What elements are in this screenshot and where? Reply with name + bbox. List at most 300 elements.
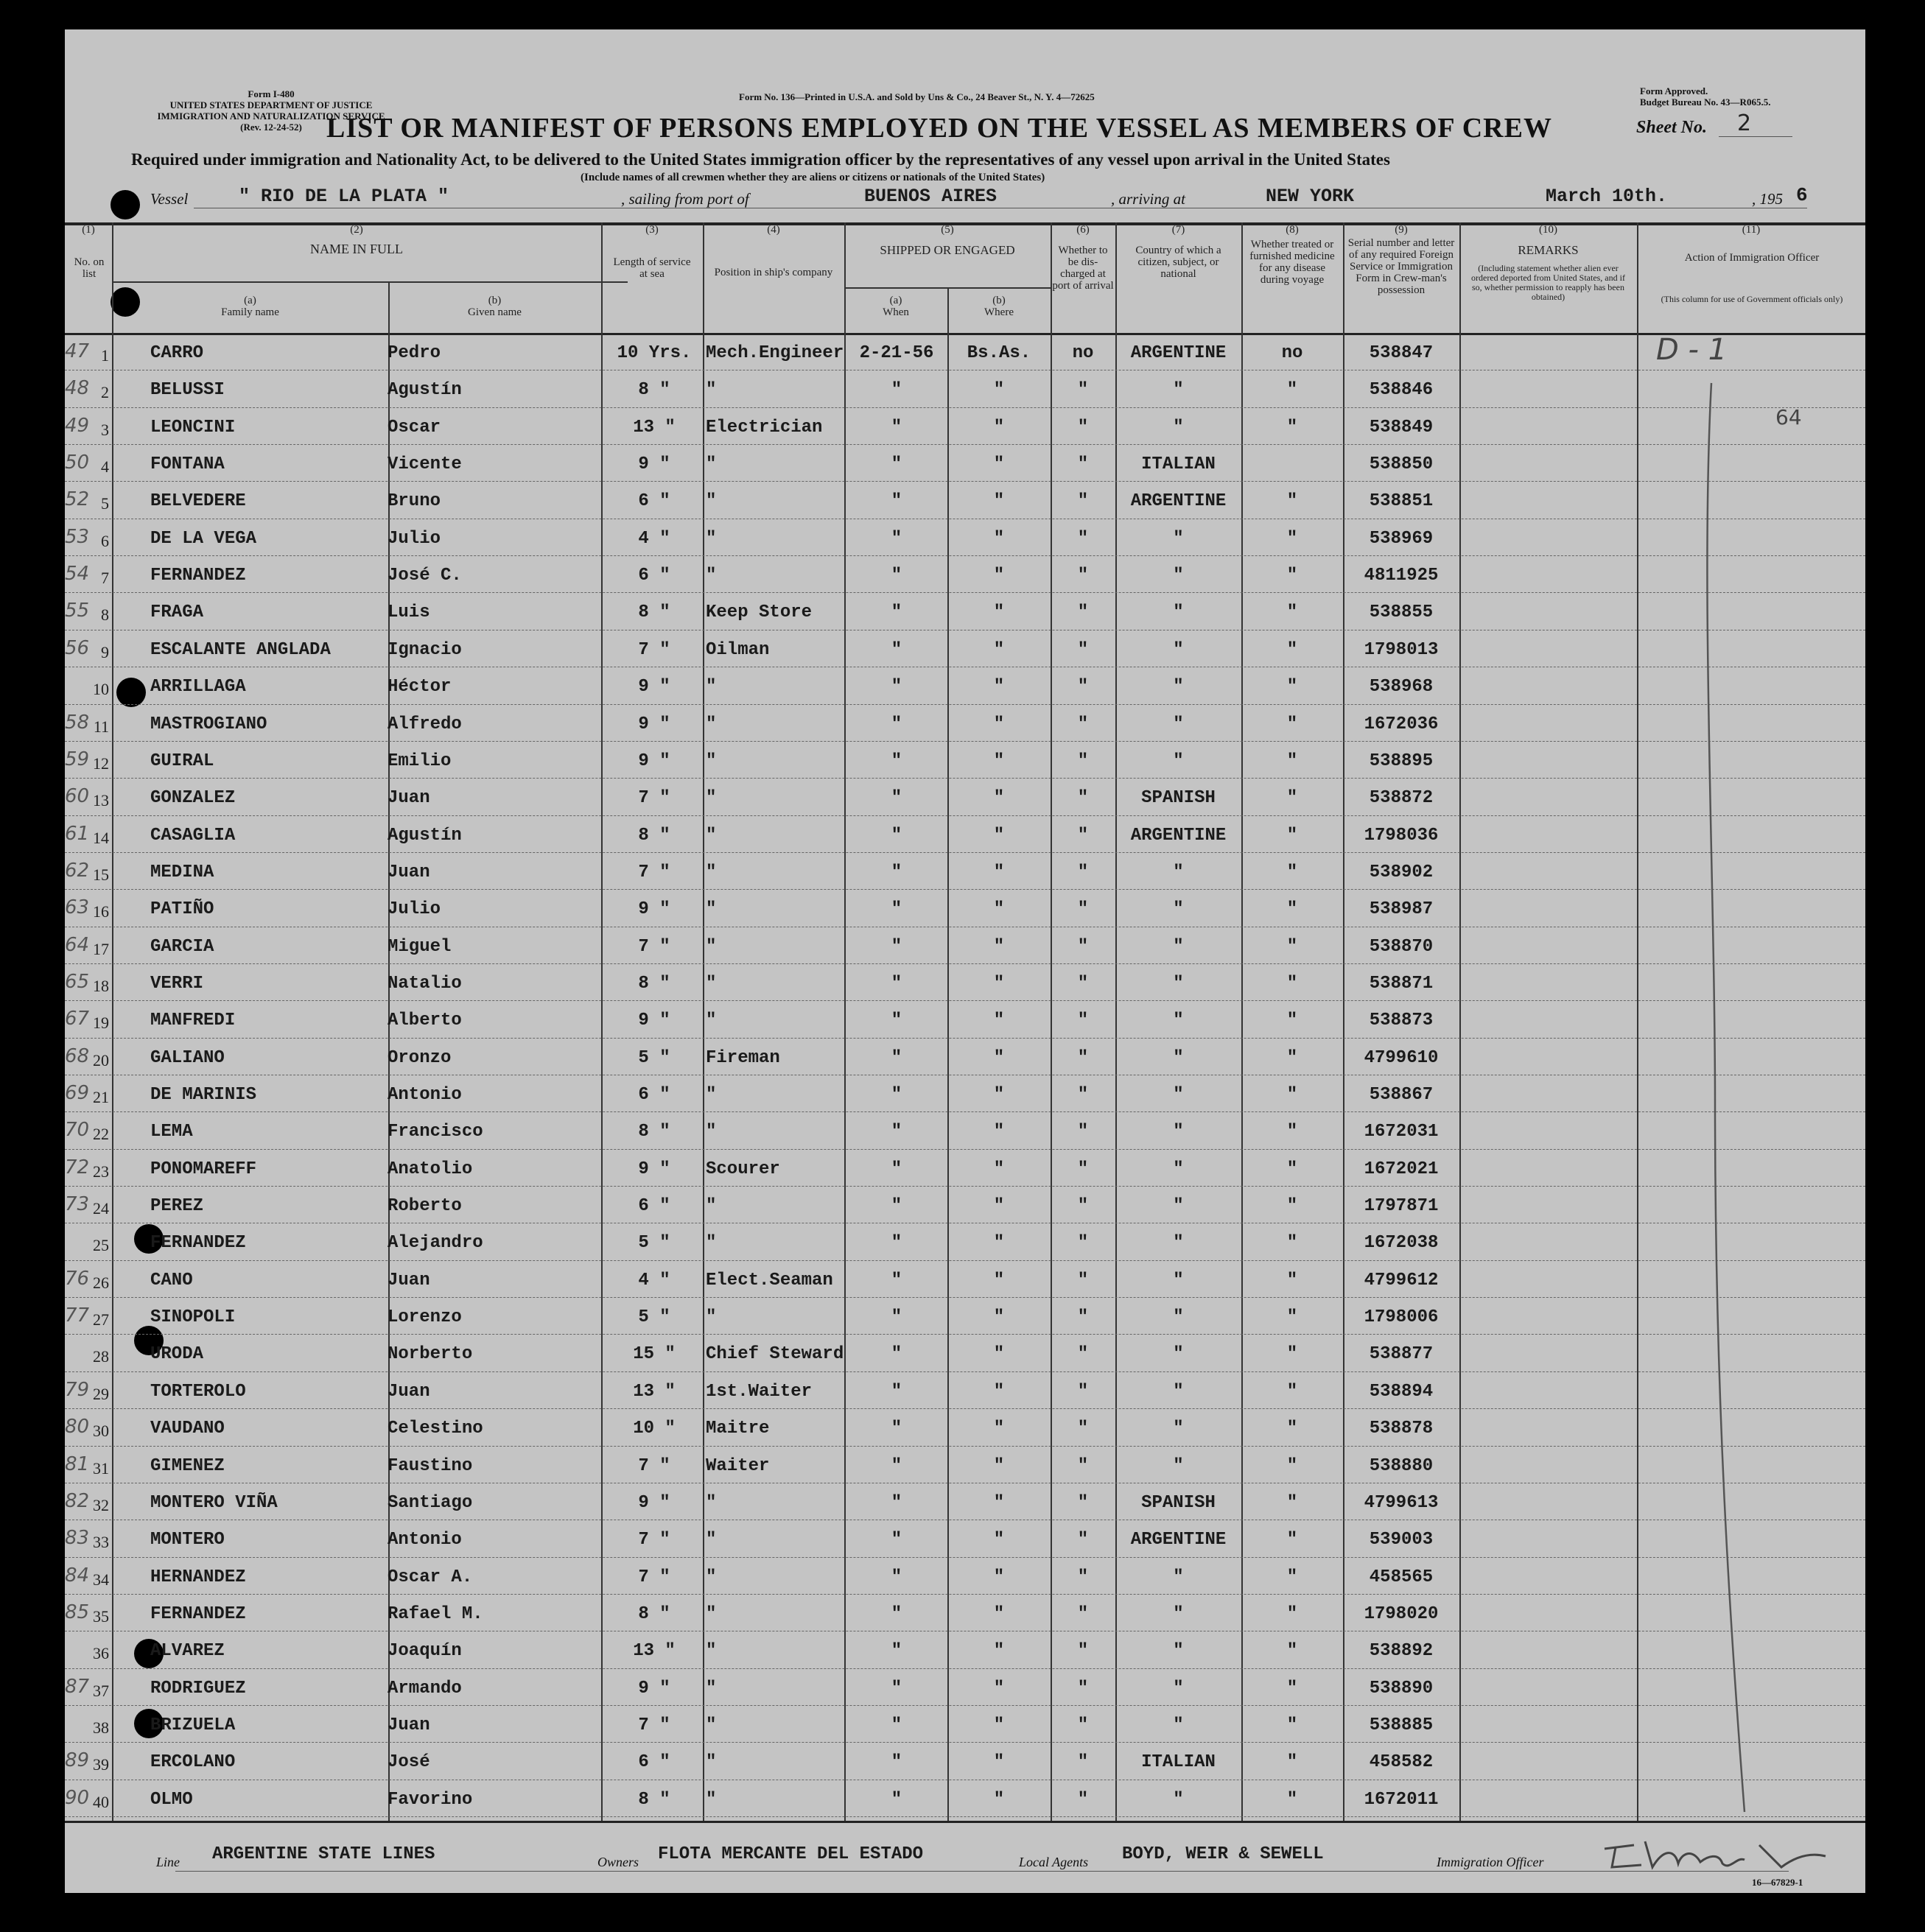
manifest-page [65, 29, 1865, 1893]
row-rule [65, 741, 1865, 742]
row-number: 1 [101, 346, 109, 365]
service-length: 9 " [638, 751, 670, 771]
service-length: 6 " [638, 566, 670, 586]
row-number: 35 [93, 1606, 109, 1626]
service-length: 15 " [633, 1344, 676, 1365]
serial-number: 1798036 [1364, 825, 1439, 846]
arrival-port: NEW YORK [1266, 186, 1355, 207]
vessel-name: " RIO DE LA PLATA " [239, 186, 449, 207]
col3-header: Length of service at sea [613, 256, 691, 280]
service-length: 13 " [633, 417, 676, 438]
handwritten-line-number: 72 [65, 1156, 90, 1178]
shipped-when: " [891, 1492, 902, 1513]
owners-name: FLOTA MERCANTE DEL ESTADO [658, 1844, 924, 1864]
service-length: 7 " [638, 1530, 670, 1550]
service-length: 7 " [638, 936, 670, 957]
discharged: " [1077, 1641, 1089, 1662]
serial-number: 538987 [1369, 899, 1434, 920]
row-number: 33 [93, 1533, 109, 1552]
medicine: " [1286, 1678, 1298, 1699]
row-number: 2 [101, 383, 109, 402]
handwritten-line-number: 47 [65, 340, 90, 362]
country: " [1173, 862, 1184, 882]
row-rule [65, 778, 1865, 779]
family-name: LEMA [150, 1122, 193, 1142]
country: " [1173, 1122, 1184, 1142]
service-length: 5 " [638, 1047, 670, 1068]
position: " [706, 566, 717, 586]
given-name: Héctor [388, 677, 452, 698]
country: " [1173, 1381, 1184, 1402]
footer-underline [175, 1871, 1789, 1872]
handwritten-line-number: 68 [65, 1044, 90, 1067]
handwritten-line-number: 85 [65, 1601, 90, 1623]
serial-number: 1672036 [1364, 714, 1439, 734]
medicine: " [1286, 1641, 1298, 1662]
handwritten-line-number: 48 [65, 377, 90, 400]
family-name: CARRO [150, 343, 204, 363]
given-name: Natalio [388, 973, 462, 994]
handwritten-line-number: 61 [65, 822, 90, 845]
handwritten-line-number: 83 [65, 1527, 90, 1550]
col11-number: (11) [1742, 224, 1761, 236]
medicine: " [1286, 973, 1298, 994]
handwritten-line-number: 70 [65, 1119, 90, 1142]
col6-header: Whether to be dis-charged at port of arrival [1052, 245, 1114, 292]
service-length: 9 " [638, 677, 670, 698]
shipped-when: " [891, 751, 902, 771]
discharged: " [1077, 1307, 1089, 1328]
col8-number: (8) [1286, 224, 1299, 236]
row-number: 9 [101, 642, 109, 661]
medicine: " [1286, 1270, 1298, 1290]
discharged: " [1077, 1122, 1089, 1142]
serial-number: 458582 [1369, 1752, 1434, 1773]
handwritten-line-number: 65 [65, 970, 90, 993]
position: 1st.Waiter [706, 1381, 813, 1402]
serial-number: 1672031 [1364, 1122, 1439, 1142]
discharged: " [1077, 677, 1089, 698]
service-length: 7 " [638, 1715, 670, 1735]
row-rule [65, 444, 1865, 445]
position: " [706, 899, 717, 920]
serial-number: 538895 [1369, 751, 1434, 771]
service-length: 6 " [638, 1085, 670, 1105]
discharged: " [1077, 788, 1089, 809]
discharged: " [1077, 1196, 1089, 1217]
given-name: Francisco [388, 1122, 483, 1142]
service: IMMIGRATION AND NATURALIZATION SERVICE [157, 110, 385, 122]
row-rule [65, 963, 1865, 964]
handwritten-line-number: 52 [65, 488, 90, 511]
country: " [1173, 973, 1184, 994]
discharged: " [1077, 1492, 1089, 1513]
shipped-when: " [891, 380, 902, 401]
side-number: 64 [1775, 405, 1802, 429]
row-number: 17 [93, 939, 109, 958]
serial-number: 4799610 [1364, 1047, 1439, 1068]
medicine: " [1286, 1159, 1298, 1179]
medicine: " [1286, 1196, 1298, 1217]
discharged: " [1077, 825, 1089, 846]
country: " [1173, 1047, 1184, 1068]
shipped-when: " [891, 1344, 902, 1365]
row-rule [65, 704, 1865, 705]
position: Mech.Engineer [706, 343, 844, 363]
row-rule [65, 889, 1865, 890]
row-number: 8 [101, 605, 109, 625]
family-name: BELUSSI [150, 380, 225, 401]
service-length: 5 " [638, 1307, 670, 1328]
given-name: Ignacio [388, 639, 462, 660]
shipped-when: " [891, 1641, 902, 1662]
col5-number: (5) [941, 224, 954, 236]
shipped-when: " [891, 1011, 902, 1031]
col4-number: (4) [767, 224, 780, 236]
country: " [1173, 1419, 1184, 1439]
service-length: 9 " [638, 1678, 670, 1699]
country: " [1173, 1603, 1184, 1624]
discharged: " [1077, 1789, 1089, 1810]
col2b-header: (b) Given name [468, 295, 522, 318]
shipped-when: " [891, 528, 902, 549]
row-rule [65, 1742, 1865, 1743]
position: Fireman [706, 1047, 780, 1068]
discharged: no [1072, 343, 1094, 363]
handwritten-line-number: 87 [65, 1675, 90, 1698]
family-name: FERNANDEZ [150, 566, 246, 586]
given-name: Emilio [388, 751, 452, 771]
row-number: 11 [93, 717, 109, 736]
col1-header: No. on list [74, 256, 105, 280]
shipped-when: " [891, 639, 902, 660]
given-name: Antonio [388, 1530, 462, 1550]
position: " [706, 788, 717, 809]
shipped-where: " [993, 1603, 1005, 1624]
row-number: 32 [93, 1495, 109, 1514]
serial-number: 1798020 [1364, 1603, 1439, 1624]
shipped-where: " [993, 528, 1005, 549]
discharged: " [1077, 1381, 1089, 1402]
position: " [706, 1641, 717, 1662]
shipped-where: " [993, 454, 1005, 475]
medicine: " [1286, 1419, 1298, 1439]
row-number: 29 [93, 1384, 109, 1403]
country: ITALIAN [1141, 1752, 1216, 1773]
service-length: 4 " [638, 1270, 670, 1290]
col10-note: (Including statement whether alien ever ordered deported from United States, and if so, whether permission to reapply has been obtained) [1471, 263, 1625, 302]
shipped-when: " [891, 862, 902, 882]
row-number: 14 [93, 828, 109, 847]
position: " [706, 1085, 717, 1105]
col11-header: Action of Immigration Officer [1684, 252, 1820, 264]
country: " [1173, 751, 1184, 771]
shipped-when: " [891, 1567, 902, 1587]
family-name: CASAGLIA [150, 825, 236, 846]
handwritten-line-number: 89 [65, 1749, 90, 1772]
row-number: 3 [101, 420, 109, 439]
row-number: 18 [93, 976, 109, 995]
shipped-where: " [993, 566, 1005, 586]
serial-number: 538890 [1369, 1678, 1434, 1699]
family-name: GIMENEZ [150, 1455, 225, 1476]
medicine: " [1286, 899, 1298, 920]
service-length: 7 " [638, 862, 670, 882]
serial-number: 458565 [1369, 1567, 1434, 1587]
discharged: " [1077, 1530, 1089, 1550]
family-name: RODRIGUEZ [150, 1678, 246, 1699]
family-name: ARRILLAGA [150, 677, 246, 698]
family-name: GUIRAL [150, 751, 214, 771]
medicine: " [1286, 1752, 1298, 1773]
shipped-where: " [993, 1715, 1005, 1735]
sheet-number: 2 [1737, 110, 1752, 136]
shipped-where: " [993, 677, 1005, 698]
row-number: 12 [93, 754, 109, 773]
row-number: 26 [93, 1273, 109, 1292]
given-name: José C. [388, 566, 462, 586]
subtitle: Required under immigration and Nationality Act, to be delivered to the United States immigration officer by the representatives of any vessel upon arrival in the United States [131, 150, 1390, 169]
col9-header: Serial number and letter of any required Foreign Service or Immigration Form in Crew-man's possession [1347, 237, 1455, 296]
shipped-where: " [993, 862, 1005, 882]
agents-label: Local Agents [1019, 1855, 1089, 1869]
position: " [706, 862, 717, 882]
serial-number: 1798013 [1364, 639, 1439, 660]
medicine: " [1286, 528, 1298, 549]
agents-name: BOYD, WEIR & SEWELL [1122, 1844, 1324, 1864]
service-length: 7 " [638, 1455, 670, 1476]
row-rule [65, 1000, 1865, 1001]
row-rule [65, 1705, 1865, 1706]
family-name: VERRI [150, 973, 204, 994]
medicine: " [1286, 380, 1298, 401]
shipped-where: " [993, 936, 1005, 957]
given-name: Alberto [388, 1011, 462, 1031]
handwritten-line-number: 50 [65, 452, 90, 474]
name-subrule [112, 281, 628, 283]
position: Electrician [706, 417, 823, 438]
discharged: " [1077, 973, 1089, 994]
serial-number: 538902 [1369, 862, 1434, 882]
shipped-when: " [891, 899, 902, 920]
service-length: 6 " [638, 1196, 670, 1217]
medicine: " [1286, 1492, 1298, 1513]
col3-number: (3) [645, 224, 659, 236]
shipped-where: " [993, 973, 1005, 994]
col4-header: Position in ship's company [714, 267, 833, 278]
shipped-when: " [891, 1159, 902, 1179]
row-number: 37 [93, 1681, 109, 1700]
family-name: BRIZUELA [150, 1715, 236, 1735]
country: " [1173, 1233, 1184, 1254]
handwritten-line-number: 90 [65, 1786, 90, 1809]
country: SPANISH [1141, 788, 1216, 809]
position: Waiter [706, 1455, 770, 1476]
family-name: HERNANDEZ [150, 1567, 246, 1587]
medicine: " [1286, 1530, 1298, 1550]
discharged: " [1077, 1419, 1089, 1439]
row-number: 30 [93, 1422, 109, 1441]
col-divider [1637, 222, 1638, 1821]
sheet-label: Sheet No. [1636, 118, 1707, 137]
table-bottom-rule [65, 1821, 1865, 1823]
action-bracket-line [1686, 368, 1759, 1827]
discharged: " [1077, 751, 1089, 771]
given-name: Oscar A. [388, 1567, 473, 1587]
handwritten-line-number: 64 [65, 933, 90, 956]
shipped-when: " [891, 1789, 902, 1810]
serial-number: 538855 [1369, 603, 1434, 623]
discharged: " [1077, 1678, 1089, 1699]
medicine: " [1286, 1307, 1298, 1328]
given-name: Alejandro [388, 1233, 483, 1254]
col2-header: NAME IN FULL [310, 242, 403, 256]
service-length: 9 " [638, 899, 670, 920]
discharged: " [1077, 639, 1089, 660]
shipped-where: " [993, 788, 1005, 809]
family-name: CANO [150, 1270, 193, 1290]
discharged: " [1077, 1085, 1089, 1105]
position: " [706, 825, 717, 846]
service-length: 5 " [638, 1233, 670, 1254]
shipped-when: " [891, 1530, 902, 1550]
shipped-when: " [891, 566, 902, 586]
shipped-when: " [891, 1122, 902, 1142]
discharged: " [1077, 603, 1089, 623]
arriving-label: , arriving at [1111, 190, 1185, 208]
given-name: Roberto [388, 1196, 462, 1217]
position: " [706, 491, 717, 512]
medicine: " [1286, 1455, 1298, 1476]
row-rule [65, 815, 1865, 816]
family-name: MONTERO [150, 1530, 225, 1550]
family-name: GALIANO [150, 1047, 225, 1068]
given-name: Juan [388, 862, 430, 882]
given-name: José [388, 1752, 430, 1773]
given-name: Agustín [388, 380, 462, 401]
discharged: " [1077, 714, 1089, 734]
country: " [1173, 603, 1184, 623]
row-number: 27 [93, 1310, 109, 1329]
given-name: Julio [388, 528, 441, 549]
row-number: 6 [101, 531, 109, 550]
row-rule [65, 1260, 1865, 1261]
given-name: Juan [388, 1715, 430, 1735]
row-rule [65, 555, 1865, 556]
row-number: 7 [101, 569, 109, 588]
row-number: 38 [93, 1718, 109, 1737]
line-name: ARGENTINE STATE LINES [212, 1844, 435, 1864]
serial-number: 538873 [1369, 1011, 1434, 1031]
revision: (Rev. 12-24-52) [240, 122, 302, 133]
given-name: Pedro [388, 343, 441, 363]
shipped-when: " [891, 454, 902, 475]
row-number: 20 [93, 1050, 109, 1069]
handwritten-line-number: 62 [65, 859, 90, 882]
family-name: GONZALEZ [150, 788, 236, 809]
shipped-where: " [993, 1530, 1005, 1550]
row-rule [65, 1297, 1865, 1298]
shipped-when: " [891, 825, 902, 846]
given-name: Celestino [388, 1419, 483, 1439]
country: " [1173, 639, 1184, 660]
approval-line: Form Approved. [1640, 85, 1708, 96]
family-name: PATIÑO [150, 899, 214, 920]
handwritten-line-number: 53 [65, 525, 90, 548]
family-name: PONOMAREFF [150, 1159, 257, 1179]
row-rule [65, 1668, 1865, 1669]
given-name: Juan [388, 1270, 430, 1290]
row-number: 40 [93, 1792, 109, 1811]
shipped-where: " [993, 714, 1005, 734]
given-name: Santiago [388, 1492, 473, 1513]
position: " [706, 1789, 717, 1810]
discharged: " [1077, 899, 1089, 920]
serial-number: 539003 [1369, 1530, 1434, 1550]
shipped-where: " [993, 1011, 1005, 1031]
row-number: 25 [93, 1236, 109, 1255]
family-name: ESCALANTE ANGLADA [150, 639, 331, 660]
given-name: Antonio [388, 1085, 462, 1105]
discharged: " [1077, 1715, 1089, 1735]
family-name: FERNANDEZ [150, 1603, 246, 1624]
year-digit: 6 [1796, 184, 1808, 206]
row-number: 36 [93, 1644, 109, 1663]
medicine: " [1286, 1233, 1298, 1254]
country: " [1173, 1678, 1184, 1699]
serial-number: 538894 [1369, 1381, 1434, 1402]
service-length: 7 " [638, 639, 670, 660]
vessel-label: Vessel [150, 190, 189, 208]
family-name: MANFREDI [150, 1011, 236, 1031]
position: Scourer [706, 1159, 780, 1179]
medicine: " [1286, 1381, 1298, 1402]
shipped-where: " [993, 1567, 1005, 1587]
col10-header: REMARKS [1518, 243, 1579, 257]
medicine: no [1281, 343, 1303, 363]
family-name: LEONCINI [150, 417, 236, 438]
shipped-where: " [993, 1233, 1005, 1254]
medicine: " [1286, 417, 1298, 438]
country: ARGENTINE [1130, 343, 1227, 363]
discharged: " [1077, 1047, 1089, 1068]
handwritten-line-number: 54 [65, 563, 90, 586]
service-length: 9 " [638, 714, 670, 734]
medicine: " [1286, 566, 1298, 586]
medicine: " [1286, 1011, 1298, 1031]
medicine: " [1286, 603, 1298, 623]
position: " [706, 1752, 717, 1773]
country: " [1173, 417, 1184, 438]
service-length: 9 " [638, 1011, 670, 1031]
service-length: 4 " [638, 528, 670, 549]
position: " [706, 1530, 717, 1550]
shipped-when: " [891, 677, 902, 698]
owners-label: Owners [597, 1855, 639, 1869]
country: " [1173, 528, 1184, 549]
shipped-when: " [891, 1419, 902, 1439]
handwritten-line-number: 55 [65, 600, 90, 622]
handwritten-line-number: 63 [65, 896, 90, 919]
col11-note: (This column for use of Government officials only) [1661, 294, 1843, 304]
shipped-when: " [891, 1603, 902, 1624]
given-name: Luis [388, 603, 430, 623]
family-name: TORTEROLO [150, 1381, 246, 1402]
position: " [706, 714, 717, 734]
shipped-where: " [993, 417, 1005, 438]
given-name: Faustino [388, 1455, 473, 1476]
given-name: Joaquín [388, 1641, 462, 1662]
